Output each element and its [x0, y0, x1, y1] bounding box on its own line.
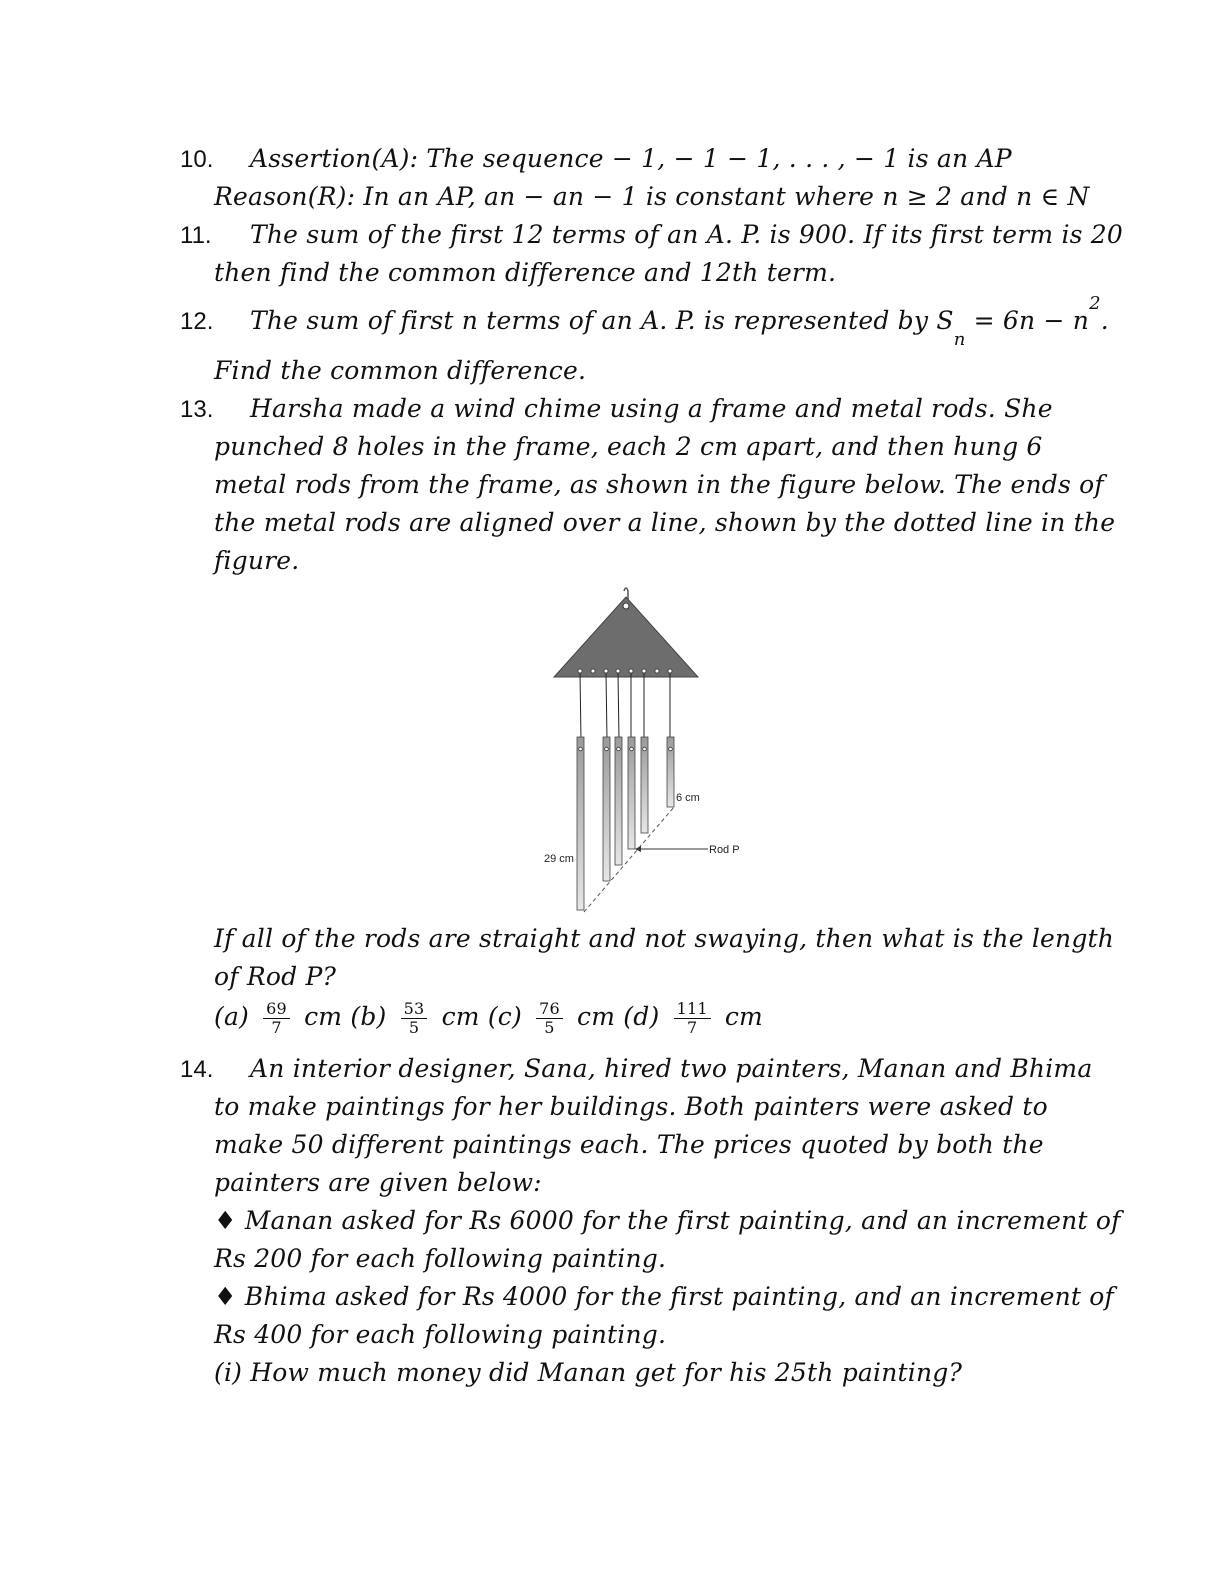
question-number: 14.: [180, 1056, 214, 1083]
option-c[interactable]: [487, 999, 623, 1037]
rod-p-label: Rod P: [709, 844, 740, 856]
question-text: Find the common difference.: [214, 356, 587, 385]
unit: cm: [304, 1002, 343, 1031]
option-label: (b): [350, 1002, 387, 1031]
shortest-rod-label: 6 cm: [676, 792, 700, 804]
option-label: (a): [214, 1002, 250, 1031]
question-text: then find the common difference and 12th term.: [214, 258, 837, 287]
question-text: to make paintings for her buildings. Both painters were asked to: [214, 1092, 1048, 1121]
question-number: 11.: [180, 222, 212, 249]
numerator: 76: [536, 1000, 563, 1019]
question-text: painters are given below:: [214, 1168, 542, 1197]
numerator: 53: [401, 1000, 428, 1019]
bullet-manan: ♦ Manan asked for Rs 6000 for the first painting, and an increment of: [214, 1206, 1121, 1235]
period: .: [1100, 306, 1109, 335]
fraction: [401, 1000, 428, 1037]
question-text: figure.: [214, 546, 300, 575]
fraction: [536, 1000, 563, 1037]
denominator: 7: [686, 1018, 698, 1037]
reason-text: Reason(R): In an AP, an − an − 1 is constant where n ≥ 2 and n ∈ N: [214, 182, 1090, 211]
question-number: 12.: [180, 308, 214, 335]
sum-text: The sum of first n terms of an A. P. is represented by S: [250, 306, 954, 335]
option-b[interactable]: [350, 999, 487, 1037]
option-a[interactable]: [214, 999, 350, 1037]
unit: cm: [577, 1002, 616, 1031]
answer-options: [214, 1000, 763, 1037]
question-text: The sum of the first 12 terms of an A. P. is 900. If its first term is 20: [250, 220, 1124, 249]
formula-rhs: = 6n − n: [965, 306, 1090, 335]
option-label: (c): [487, 1002, 522, 1031]
assertion-text: Assertion(A): The sequence − 1, − 1 − 1, . . . , − 1 is an AP: [250, 144, 1012, 173]
numerator: 111: [674, 1000, 711, 1019]
question-text: punched 8 holes in the frame, each 2 cm apart, and then hung 6: [214, 432, 1043, 461]
question-text: make 50 different paintings each. The prices quoted by both the: [214, 1130, 1044, 1159]
question-text: Rs 200 for each following painting.: [214, 1244, 667, 1273]
unit: cm: [724, 1002, 763, 1031]
numerator: 69: [263, 1000, 290, 1019]
denominator: 7: [271, 1018, 282, 1037]
option-label: (d): [623, 1002, 660, 1031]
subscript-n: n: [953, 329, 966, 350]
superscript-2: 2: [1089, 293, 1101, 314]
question-text: of Rod P?: [214, 962, 337, 991]
unit: cm: [441, 1002, 480, 1031]
option-d[interactable]: [623, 999, 763, 1037]
question-text: An interior designer, Sana, hired two painters, Manan and Bhima: [250, 1054, 1093, 1083]
question-text: the metal rods are aligned over a line, shown by the dotted line in the: [214, 508, 1116, 537]
question-number: 13.: [180, 396, 214, 423]
question-text: [250, 293, 1109, 350]
longest-rod-label: 29 cm: [544, 853, 574, 865]
question-text: If all of the rods are straight and not swaying, then what is the length: [214, 924, 1115, 953]
question-number: 10.: [180, 146, 214, 173]
question-text: Rs 400 for each following painting.: [214, 1320, 667, 1349]
fraction: [674, 1000, 711, 1037]
sub-question-i: (i) How much money did Manan get for his 25th painting?: [214, 1358, 963, 1387]
wind-chime-figure: [540, 585, 740, 915]
question-text: Harsha made a wind chime using a frame and metal rods. She: [250, 394, 1053, 423]
denominator: 5: [544, 1018, 555, 1037]
bullet-bhima: ♦ Bhima asked for Rs 4000 for the first painting, and an increment of: [214, 1282, 1114, 1311]
fraction: [263, 1000, 290, 1037]
denominator: 5: [408, 1018, 420, 1037]
question-text: metal rods from the frame, as shown in the figure below. The ends of: [214, 470, 1104, 499]
